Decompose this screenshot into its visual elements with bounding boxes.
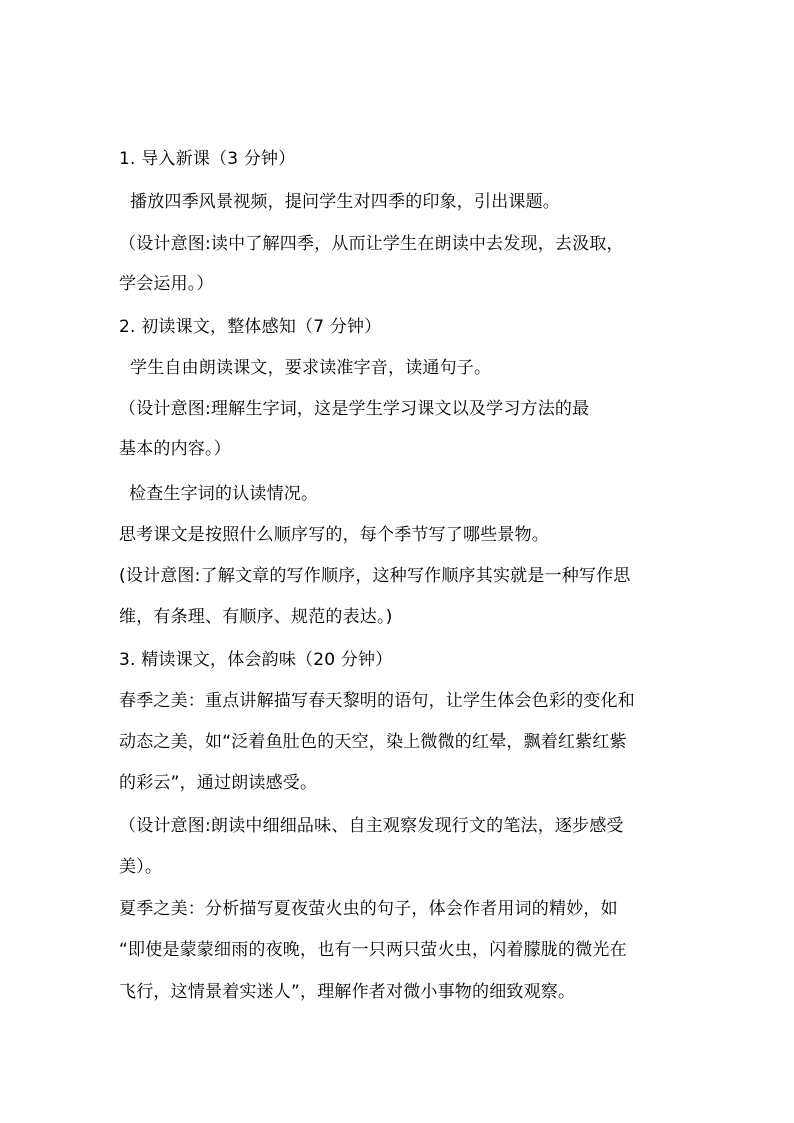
paragraph-line: （设计意图:读中了解四季，从而让学生在朗读中去发现，去汲取， [119, 234, 624, 254]
section-heading-close-reading: 3. 精读课文，体会韵味（20 分钟） [119, 650, 393, 670]
paragraph-line: 检查生字词的认读情况。 [129, 484, 319, 504]
paragraph-line: 基本的内容。） [119, 439, 231, 459]
paragraph-line: (设计意图:了解文章的写作顺序，这种写作顺序其实就是一种写作思 [119, 566, 631, 586]
paragraph-line: 美）。 [119, 857, 163, 877]
paragraph-line: （设计意图:朗读中细细品味、自主观察发现行文的笔法，逐步感受 [119, 816, 624, 836]
paragraph-line: （设计意图:理解生字词，这是学生学习课文以及学习方法的最 [119, 399, 590, 419]
paragraph-line: “即使是蒙蒙细雨的夜晚，也有一只两只萤火虫，闪着朦胧的微光在 [119, 940, 627, 960]
paragraph-line: 维，有条理、有顺序、规范的表达。) [119, 607, 393, 627]
paragraph-line: 夏季之美：分析描写夏夜萤火虫的句子，体会作者用词的精妙，如 [119, 899, 618, 919]
paragraph-line: 播放四季风景视频，提问学生对四季的印象，引出课题。 [130, 192, 560, 212]
paragraph-line: 春季之美：重点讲解描写春天黎明的语句，让学生体会色彩的变化和 [119, 691, 635, 711]
paragraph-line: 学会运用。） [119, 274, 214, 294]
section-heading-first-reading: 2. 初读课文，整体感知（7 分钟） [119, 317, 382, 337]
paragraph-line: 学生自由朗读课文，要求读准字音，读通句子。 [130, 358, 492, 378]
paragraph-line: 动态之美，如“泛着鱼肚色的天空，染上微微的红晕，飘着红紫红紫 [119, 732, 627, 752]
paragraph-line: 思考课文是按照什么顺序写的，每个季节写了哪些景物。 [119, 525, 549, 545]
paragraph-line: 飞行，这情景着实迷人”，理解作者对微小事物的细致观察。 [119, 982, 576, 1002]
section-heading-intro: 1. 导入新课（3 分钟） [119, 149, 296, 169]
paragraph-line: 的彩云”，通过朗读感受。 [119, 773, 318, 793]
